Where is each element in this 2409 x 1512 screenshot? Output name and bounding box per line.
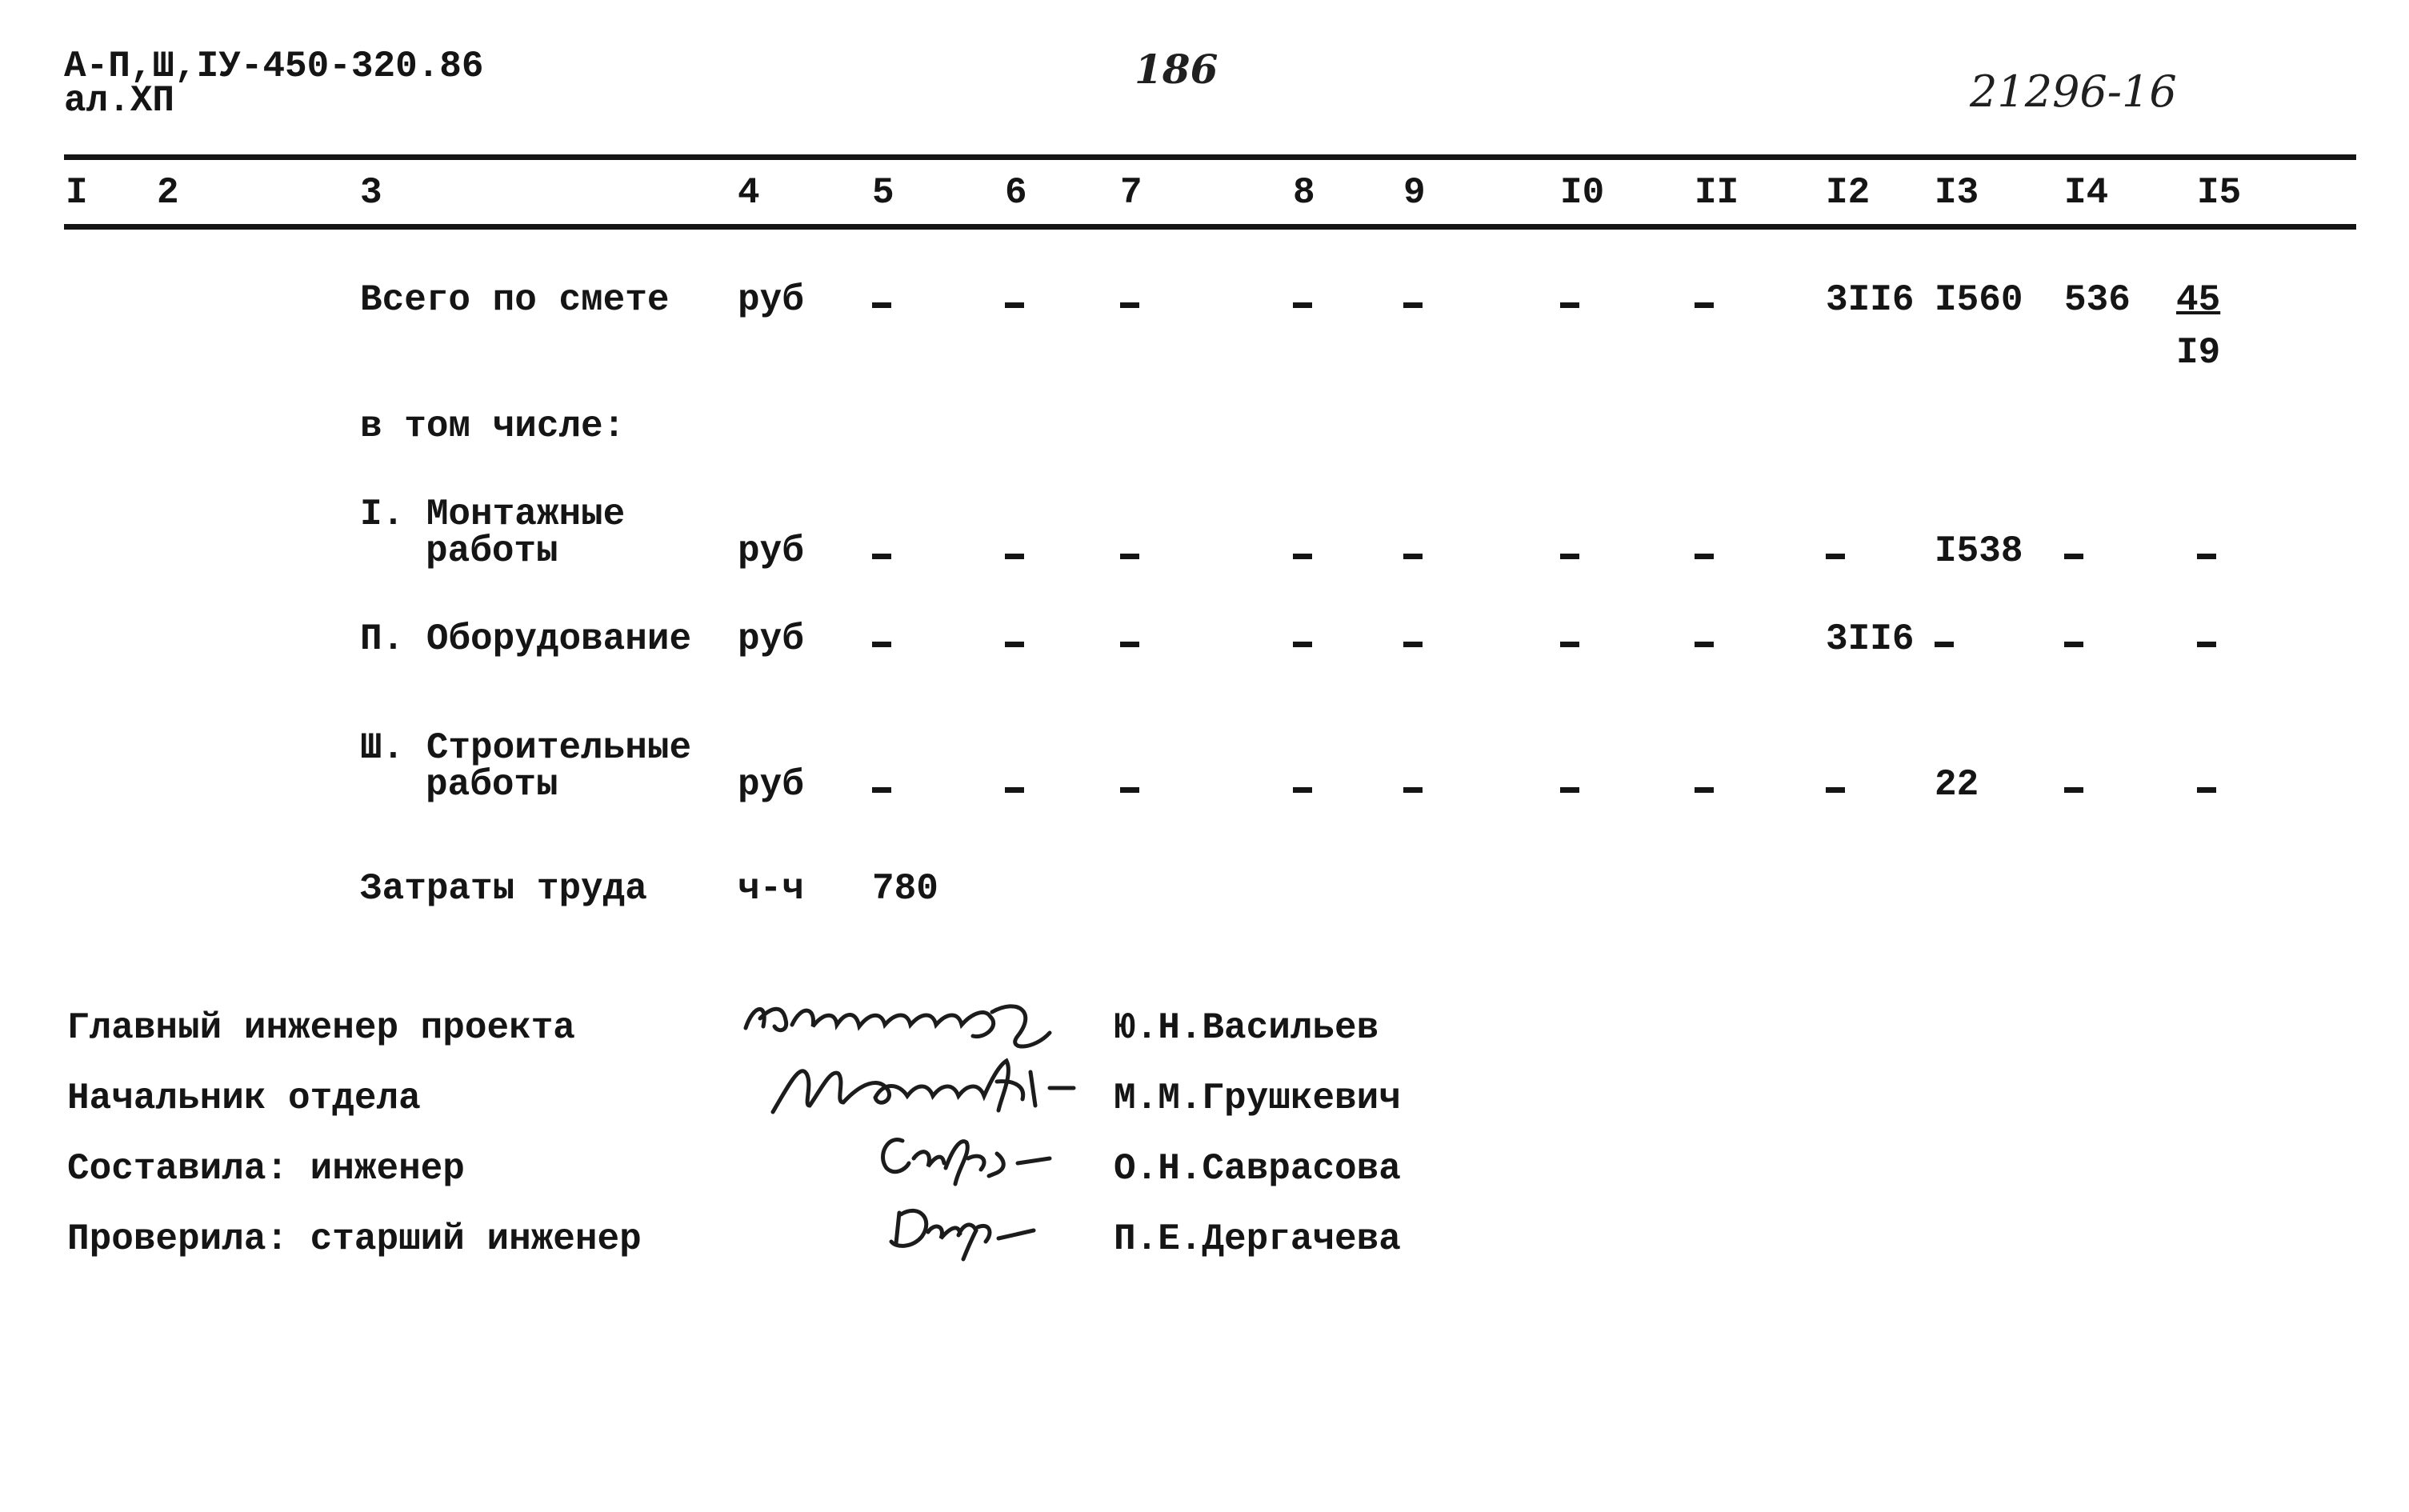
row-label: Ш. Строительные [360,727,692,769]
row-unit: руб [738,530,804,572]
column-number: I0 [1560,172,1605,214]
dash-mark [1695,642,1714,647]
dash-mark [1005,787,1024,793]
signer-name: М.М.Грушкевич [1114,1078,1401,1119]
row-label: работы [426,530,558,572]
signer-name: О.Н.Саврасова [1114,1148,1401,1190]
dash-mark [1695,302,1714,308]
column-number: 3 [360,172,382,214]
row-label: работы [426,764,558,806]
dash-mark [2064,642,2083,647]
dash-mark [1120,302,1139,308]
signer-role: Проверила: старший инженер [67,1218,642,1260]
header-bottom-rule [64,224,2356,230]
column-number: I [66,172,88,214]
dash-mark [1005,302,1024,308]
dash-mark [872,554,891,559]
handwritten-signature [758,1050,1110,1126]
cell-value: 780 [872,868,938,910]
signer-name: Ю.Н.Васильев [1114,1007,1379,1049]
dash-mark [1120,642,1139,647]
dash-mark [2064,554,2083,559]
column-number: I2 [1826,172,1871,214]
dash-mark [1403,642,1423,647]
dash-mark [1935,642,1954,647]
dash-mark [1560,302,1579,308]
column-number: 8 [1293,172,1315,214]
cell-value: 3II6 [1826,279,1915,321]
dash-mark [1695,554,1714,559]
column-number: 9 [1403,172,1426,214]
column-number: II [1695,172,1739,214]
cell-value-denominator: I9 [2176,332,2221,374]
signer-name: П.Е.Дергачева [1114,1218,1401,1260]
column-number: 6 [1005,172,1027,214]
dash-mark [1005,554,1024,559]
dash-mark [1695,787,1714,793]
column-number: 5 [872,172,894,214]
dash-mark [1293,554,1312,559]
row-unit: руб [738,279,804,321]
dash-mark [1005,642,1024,647]
signer-role: Начальник отдела [67,1078,421,1119]
dash-mark [1120,554,1139,559]
column-number: I3 [1935,172,1979,214]
cell-value: 536 [2064,279,2131,321]
row-unit: ч-ч [738,868,804,910]
row-unit: руб [738,764,804,806]
page-number: 186 [1134,46,1219,93]
dash-mark [2197,642,2216,647]
dash-mark [1293,302,1312,308]
header-top-rule [64,154,2356,160]
signer-role: Составила: инженер [67,1148,465,1190]
dash-mark [872,787,891,793]
cell-value: 22 [1935,764,1979,806]
column-number: 7 [1120,172,1142,214]
row-unit: руб [738,618,804,660]
dash-mark [1403,554,1423,559]
dash-mark [1293,787,1312,793]
dash-mark [1560,787,1579,793]
registration-number: 21296-16 [1970,66,2177,117]
cell-value: 3II6 [1826,618,1915,660]
dash-mark [1560,642,1579,647]
cell-value: I538 [1935,530,2023,572]
row-label: Всего по смете [360,279,670,321]
dash-mark [1403,302,1423,308]
column-number: 2 [157,172,179,214]
handwritten-signature [736,980,1088,1056]
dash-mark [1826,554,1845,559]
dash-mark [872,302,891,308]
column-number: 4 [738,172,760,214]
subheading-including: в том числе: [360,406,626,447]
cell-value-numerator: 45 [2176,279,2221,321]
column-number: I5 [2197,172,2242,214]
handwritten-signature [869,1123,1061,1191]
handwritten-signature [877,1195,1069,1263]
dash-mark [2197,554,2216,559]
dash-mark [872,642,891,647]
row-label: П. Оборудование [360,618,692,660]
dash-mark [1403,787,1423,793]
signer-role: Главный инженер проекта [67,1007,575,1049]
dash-mark [1293,642,1312,647]
dash-mark [1560,554,1579,559]
row-label: Затраты труда [360,868,647,910]
dash-mark [2064,787,2083,793]
dash-mark [1120,787,1139,793]
cell-value: I560 [1935,279,2023,321]
column-number: I4 [2064,172,2109,214]
dash-mark [1826,787,1845,793]
document-code: А-П,Ш,IУ-450-320.86 [64,46,484,87]
dash-mark [2197,787,2216,793]
album-number: ал.ХП [64,80,175,122]
row-label: I. Монтажные [360,494,626,535]
